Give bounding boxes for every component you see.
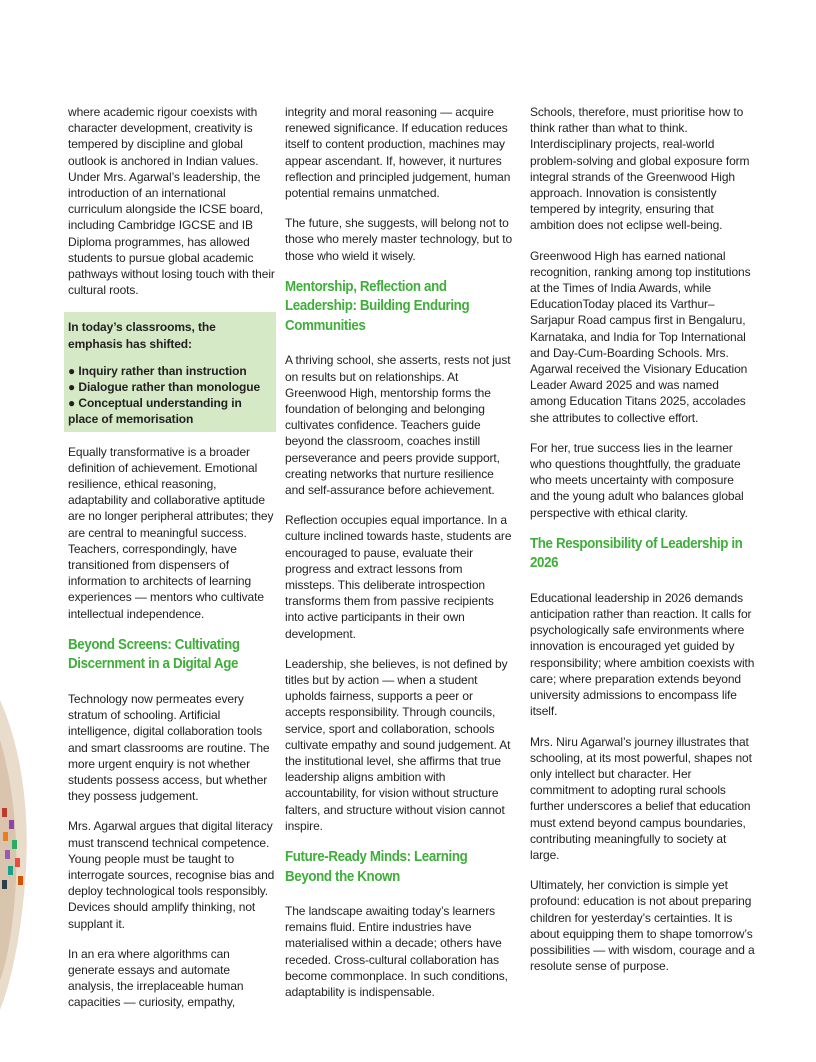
article-column-2	[285, 104, 515, 1014]
section-heading: Mentorship, Reflection and Leadership: Building Enduring Communities	[285, 278, 470, 334]
paragraph: Equally transformative is a broader definition of achievement. Emotional resilience, ethical reasoning, adaptability and collaborative aptitude are no longer peripheral attributes; they are central to meaningful success. Teachers, correspondingly, have transitioned from dispensers of information to architects of learning experiences — mentors who cultivate intellectual independence.	[68, 444, 274, 621]
paragraph: For her, true success lies in the learner who questions thoughtfully, the graduate who meets uncertainty with composure and the young adult who balances global perspective with ethical clarity.	[530, 440, 744, 520]
paragraph: In an era where algorithms can generate essays and automate analysis, the irreplaceable human capacities — curiosity, empathy,	[68, 946, 244, 1010]
paragraph: integrity and moral reasoning — acquire renewed significance. If education reduces itself to content production, machines may appear ascendant. If, however, it nurtures reflection and principled judgement, human potential remains unmatched.	[285, 105, 511, 201]
paragraph: Technology now permeates every stratum of schooling. Artificial intelligence, digital collaboration tools and smart classrooms are routine. The more urgent enquiry is not whether students possess access, but whether they possess judgement.	[68, 691, 270, 804]
paragraph: Greenwood High has earned national recognition, ranking among top institutions at the Times of India Awards, while EducationToday placed its Varthur–Sarjapur Road campus first in Bengaluru, Karnataka, and India for Top International and Day-Cum-Boarding Schools. Mrs. Agarwal received the Visionary Education Leader Award 2025 and was named among Education Titans 2025, accolades she attributes to collective effort.	[530, 248, 751, 425]
decorative-photo-fragment	[0, 680, 40, 1010]
callout-bullet: ● Dialogue rather than monologue	[68, 380, 261, 395]
callout-intro: In today’s classrooms, the emphasis has shifted:	[68, 320, 216, 351]
paragraph: Mrs. Niru Agarwal’s journey illustrates that schooling, at its most powerful, shapes not only intellect but character. Her commitment to adopting rural schools further underscores a belief that education must extend beyond campus boundaries, contributing meaningfully to society at large.	[530, 734, 752, 862]
paragraph: Mrs. Agarwal argues that digital literacy must transcend technical competence. Young people must be taught to interrogate sources, recognise bias and deploy technological tools responsibly. Devices should amplify thinking, not supplant it.	[68, 819, 275, 931]
paragraph: Leadership, she believes, is not defined by titles but by action — when a student upholds fairness, supports a peer or accepts responsibility. Through councils, service, sport and collaboration, schools cultivate empathy and sound judgement. At the institutional level, she affirms that true leadership aligns ambition with accountability, for vision without structure falters, and structure without vision cannot inspire.	[285, 656, 511, 833]
article-column-1	[68, 104, 275, 1025]
section-heading: Beyond Screens: Cultivating Discernment in a Digital Age	[68, 636, 240, 673]
paragraph: The landscape awaiting today’s learners remains fluid. Entire industries have materialised within a decade; others have receded. Cross-cultural collaboration has become commonplace. In such conditions, adaptability is indispensable.	[285, 904, 508, 1000]
paragraph: Educational leadership in 2026 demands anticipation rather than reaction. It calls for psychologically safe environments where innovation is encouraged yet guided by responsibility; where ambition coexists with care; where preparation extends beyond university admissions to encompass life itself.	[530, 590, 755, 719]
paragraph: Reflection occupies equal importance. In a culture inclined towards haste, students are encouraged to pause, evaluate their progress and extract lessons from missteps. This deliberate introspection transforms them from passive recipients into active participants in their own development.	[285, 513, 512, 641]
section-heading: Future-Ready Minds: Learning Beyond the Known	[285, 849, 468, 885]
paragraph: where academic rigour coexists with character development, creativity is tempered by discipline and global outlook is anchored in Indian values. Under Mrs. Agarwal’s leadership, the introduction of an international curriculum alongside the ICSE board, including Cambridge IGCSE and IB Diploma programmes, has allowed students to pursue global academic pathways without losing touch with their cultural roots.	[68, 105, 275, 298]
paragraph: The future, she suggests, will belong not to those who merely master technology, but to those who wield it wisely.	[285, 216, 513, 263]
callout-box	[64, 312, 276, 431]
paragraph: A thriving school, she asserts, rests not just on results but on relationships. At Greenwood High, mentorship forms the foundation of belonging and belonging cultivates confidence. Teachers guide beyond the classroom, coaches instill perseverance and peers provide support, creating networks that nurture resilience and self-assurance before achievement.	[285, 353, 511, 497]
paragraph: Ultimately, her conviction is simple yet profound: education is not about preparing children for yesterday’s certainties. It is about equipping them to shape tomorrow’s possibilities — with wisdom, courage and a resolute sense of purpose.	[530, 878, 755, 974]
paragraph: Schools, therefore, must prioritise how to think rather than what to think. Interdisciplinary projects, real-world problem-solving and global exposure form integral strands of the Greenwood High approach. Innovation is consistently tempered by integrity, ensuring that ambition does not eclipse well-being.	[530, 105, 750, 233]
callout-bullet: ● Conceptual understanding in place of memorisation	[68, 396, 242, 427]
section-heading: The Responsibility of Leadership in 2026	[530, 535, 743, 572]
callout-bullet: ● Inquiry rather than instruction	[68, 363, 247, 378]
article-column-3	[530, 104, 755, 988]
